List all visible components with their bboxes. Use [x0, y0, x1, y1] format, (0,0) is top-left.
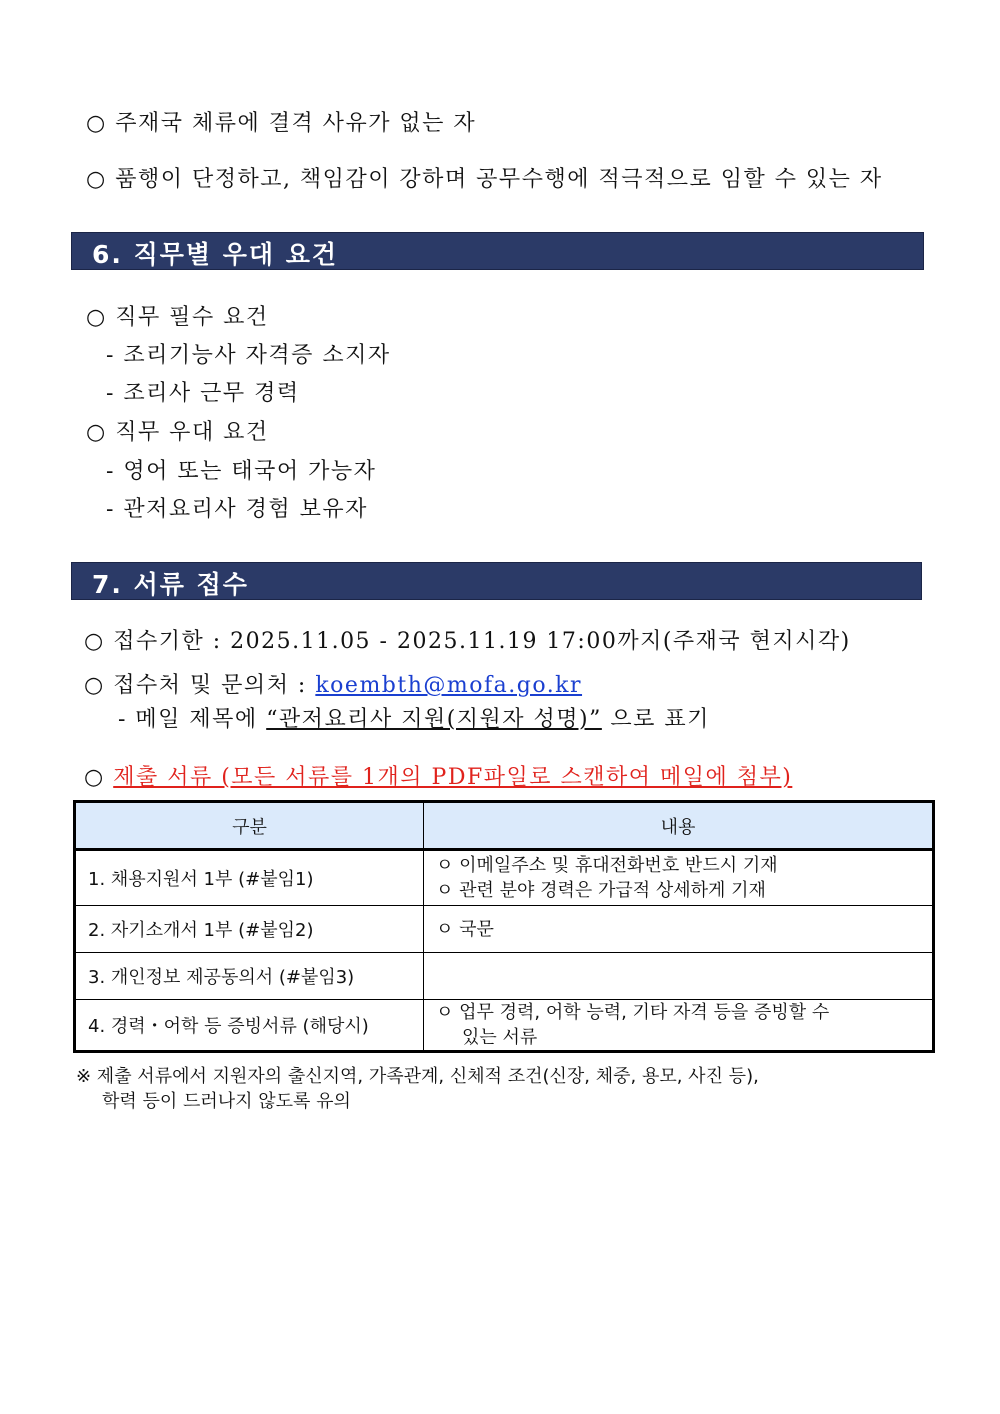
note-line-2: 학력 등이 드러나지 않도록 유의: [102, 1091, 351, 1112]
eligibility-item-2: ○ 품행이 단정하고, 책임감이 강하며 공무수행에 적극적으로 임할 수 있는 자: [86, 167, 883, 192]
contact-email-link[interactable]: koembth@mofa.go.kr: [315, 673, 583, 698]
preferred-item-2: - 관저요리사 경험 보유자: [106, 497, 368, 522]
section-7-title: 7. 서류 접수: [92, 570, 249, 599]
docs-marker: ○: [84, 765, 114, 790]
row-label: 2. 자기소개서 1부 (#붙임2): [75, 906, 424, 953]
row-label: 1. 채용지원서 1부 (#붙임1): [75, 850, 424, 906]
subject-line: [118, 702, 710, 733]
table-row: [75, 906, 934, 953]
row-content: [424, 906, 934, 953]
docs-heading: 제출 서류 (모든 서류를 1개의 PDF파일로 스캔하여 메일에 첨부): [113, 765, 793, 790]
subject-prefix: - 메일 제목에: [118, 707, 267, 732]
documents-table: [73, 800, 935, 1053]
required-heading: ○ 직무 필수 요건: [86, 305, 269, 330]
eligibility-item-1: ○ 주재국 체류에 결격 사유가 없는 자: [86, 111, 477, 136]
header-category: 구분: [75, 802, 424, 850]
deadline-line: ○ 접수기한 : 2025.11.05 - 2025.11.19 17:00까지(주재국 현지시각): [84, 629, 851, 654]
content-line: ㅇ 업무 경력, 어학 능력, 기타 자격 등을 증빙할 수: [436, 1002, 830, 1023]
row-label: 4. 경력・어학 등 증빙서류 (해당시): [75, 1000, 424, 1052]
content-line: ㅇ 관련 분야 경력은 가급적 상세하게 기재: [436, 880, 766, 901]
row-content: [424, 850, 934, 906]
table-row: [75, 1000, 934, 1052]
required-item-1: - 조리기능사 자격증 소지자: [106, 343, 391, 368]
table-row: [75, 850, 934, 906]
table-row: [75, 953, 934, 1000]
section-7-header: [71, 562, 922, 600]
table-header-row: [75, 802, 934, 850]
contact-line: [84, 668, 582, 699]
header-content: 내용: [424, 802, 934, 850]
row-content: [424, 953, 934, 1000]
docs-heading-line: [84, 760, 792, 791]
content-line: ㅇ 국문: [436, 918, 494, 940]
preferred-item-1: - 영어 또는 태국어 가능자: [106, 459, 377, 484]
section-6-title: 6. 직무별 우대 요건: [92, 240, 339, 269]
required-item-2: - 조리사 근무 경력: [106, 381, 300, 406]
content-line: 있는 서류: [462, 1027, 538, 1048]
section-6-header: [71, 232, 924, 270]
contact-label: ○ 접수처 및 문의처 :: [84, 673, 316, 698]
content-line: ㅇ 이메일주소 및 휴대전화번호 반드시 기재: [436, 855, 778, 876]
subject-suffix: 으로 표기: [601, 707, 710, 732]
row-label: 3. 개인정보 제공동의서 (#붙임3): [75, 953, 424, 1000]
subject-value: “관저요리사 지원(지원자 성명)”: [266, 707, 602, 732]
row-content: [424, 1000, 934, 1052]
preferred-heading: ○ 직무 우대 요건: [86, 420, 269, 445]
note-line-1: ※ 제출 서류에서 지원자의 출신지역, 가족관계, 신체적 조건(신장, 체중, 용모, 사진 등),: [76, 1066, 759, 1087]
